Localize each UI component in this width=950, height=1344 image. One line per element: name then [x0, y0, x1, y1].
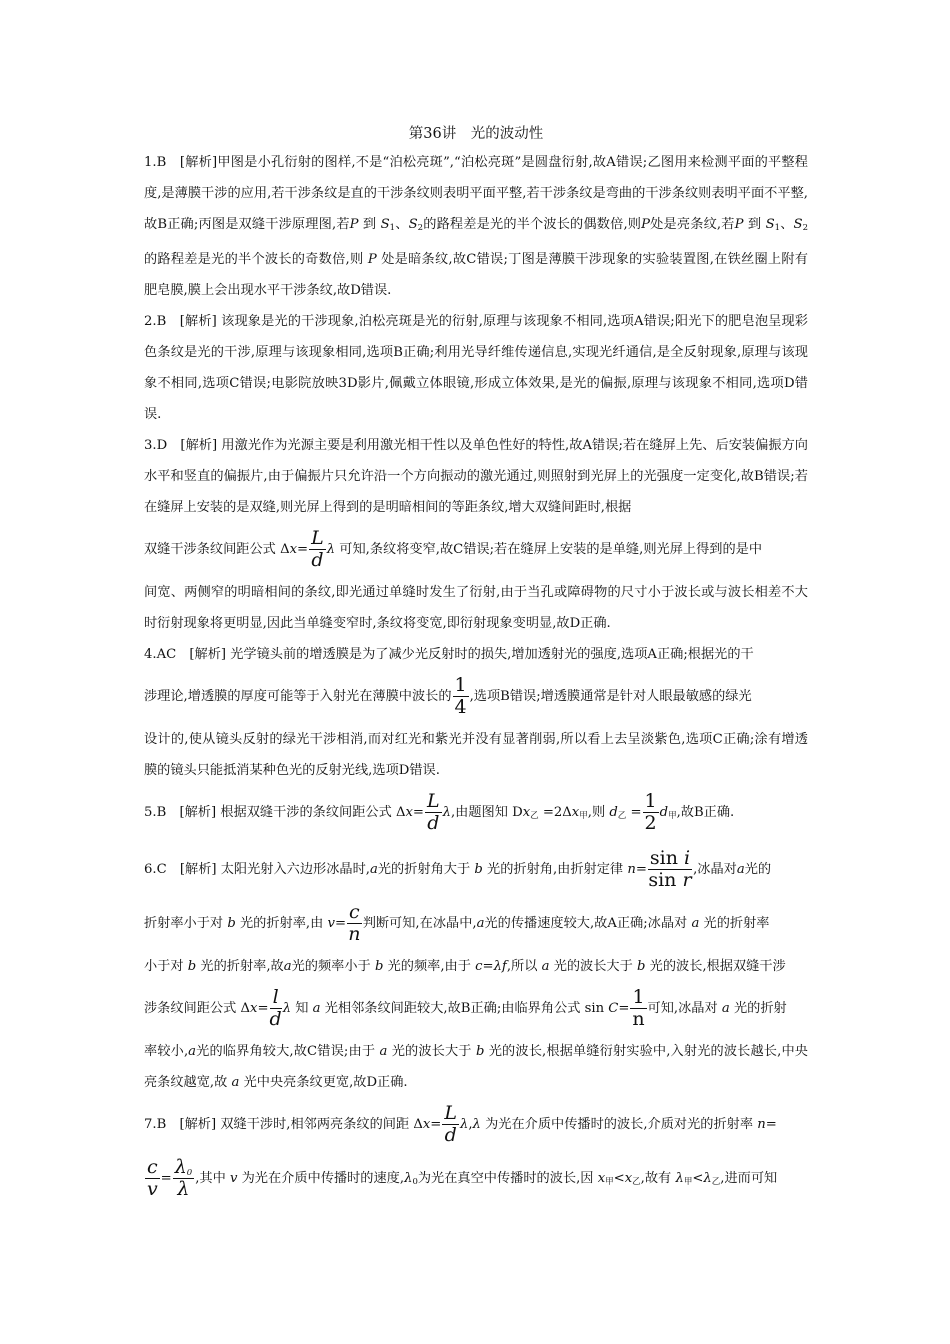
answer-3-part-3: 间宽、两侧窄的明暗相间的条纹,即光通过单缝时发生了衍射,由于当孔或障碍物的尺寸小于波长或与波长相差不大时衍射现象将更明显,因此当单缝变窄时,条纹将变宽,即衍射现象变明显,故D正确. [144, 585, 808, 631]
answer-3-part-1: 3.D [解析] 用激光作为光源主要是利用激光相干性以及单色性好的特性,故A错误;若在缝屏上先、后安装偏振方向水平和竖直的偏振片,由于偏振片只允许沿一个方向振动的激光通过,则照射到光屏上的光强度一定变化,故B错误;若在缝屏上安装的是双缝,则光屏上得到的是明暗相间的等距条纹,增大双缝间距时,根据 [144, 438, 808, 515]
answer-page [144, 122, 808, 1209]
answer-6-part-1: 6.C [解析] 太阳光射入六边形冰晶时,a光的折射角大于 b 光的折射角,由折射定律 n= $\frac{\text{sin i}}{\text{sin r}}$ ,冰晶对a光的 [144, 847, 772, 891]
answer-5: 5.B [解析] 根据双缝干涉的条纹间距公式 Δx= $\frac{L}{d}$ λ,由题图知 $Dx_乙 =2\Delta x_甲$,则 $d_乙$ = $\frac{1}{2}$ $d_甲$,故B正确. [144, 790, 735, 834]
answer-1: 1.B [解析]甲图是小孔衍射的图样,不是“泊松亮斑”,“泊松亮斑”是圆盘衍射,故A错误;乙图用来检测平面的平整程度,是薄膜干涉的应用,若干涉条纹是直的干涉条纹则表明平面平整,若干涉条纹是弯曲的干涉条纹则表明平面不平整,故B正确;丙图是双缝干涉原理图,若P 到 $S_1$、$S_2$的路程差是光的半个波长的偶数倍,则P处是亮条纹,若P 到 $S_1$、$S_2$的路程差是光的半个波长的奇数倍,则 P 处是暗条纹,故C错误;丁图是薄膜干涉现象的实验装置图,在铁丝圈上附有肥皂膜,膜上会出现水平干涉条纹,故D错误. [144, 155, 809, 298]
fraction-L-over-d: $\frac{L}{d}$ [426, 790, 440, 834]
answer-6-part-2: 折射率小于对 b 光的折射率,由 v= $\frac{c}{n}$ 判断可知,在冰晶中,a光的传播速度较大,故A正确;冰晶对 a 光的折射率 [144, 901, 770, 945]
fraction-lambda0-over-lambda: $\frac{\lambda_0}{\lambda}$ [174, 1155, 193, 1201]
fraction-sin-i-over-sin-r: $\frac{\text{sin i}}{\text{sin r}}$ [648, 847, 692, 891]
fraction-c-over-n: $\frac{c}{n}$ [348, 901, 361, 945]
fraction-one-quarter: $\frac{1}{4}$ [454, 674, 467, 718]
fraction-L-over-d: $\frac{L}{d}$ [311, 527, 324, 571]
fraction-l-over-d: $\frac{l}{d}$ [269, 986, 282, 1030]
fraction-one-over-n: $\frac{1}{n}$ [632, 986, 645, 1030]
answer-2: 2.B [解析] 该现象是光的干涉现象,泊松亮斑是光的衍射,原理与该现象不相同,选项A错误;阳光下的肥皂泡呈现彩色条纹是光的干涉,原理与该现象相同,选项B正确;利用光导纤维传递信息,实现光纤通信,是全反射现象,原理与该现象不相同,选项C错误;电影院放映3D影片,佩戴立体眼镜,形成立体效果,是光的偏振,原理与该现象不相同,选项D错误. [144, 314, 808, 422]
answer-4-part-3: 设计的,使从镜头反射的绿光干涉相消,而对红光和紫光并没有显著削弱,所以看上去呈淡紫色,选项C正确;涂有增透膜的镜头只能抵消某种色光的反射光线,选项D错误. [144, 732, 808, 778]
answer-7-part-2: $\frac{c}{v}$ = $\frac{\lambda_0}{\lambda}$ ,其中 v 为光在介质中传播时的速度$,\lambda_0$为光在真空中传播时的波长,因 $x_甲<x_乙$,故有 $\lambda_甲<\lambda_乙$,进而可知 [146, 1155, 778, 1201]
answer-6-part-3: 小于对 b 光的折射率,故a光的频率小于 b 光的频率,由于 c=λf,所以 a 光的波长大于 b 光的波长,根据双缝干涉 [144, 959, 786, 974]
fraction-one-half: $\frac{1}{2}$ [644, 790, 657, 834]
answer-6-part-5: 率较小,a光的临界角较大,故C错误;由于 a 光的波长大于 b 光的波长,根据单缝衍射实验中,入射光的波长越长,中央亮条纹越宽,故 a 光中央亮条纹更宽,故D正确. [144, 1044, 808, 1090]
fraction-c-over-v: $\frac{c}{v}$ [146, 1156, 158, 1200]
answer-7-part-1: 7.B [解析] 双缝干涉时,相邻两亮条纹的间距 Δx= $\frac{L}{d}$ λ,λ 为光在介质中传播时的波长,介质对光的折射率 n= [144, 1102, 777, 1146]
answer-4-part-1: 4.AC [解析] 光学镜头前的增透膜是为了减少光反射时的损失,增加透射光的强度,选项A正确;根据光的干 [144, 647, 754, 662]
answer-3-part-2: 双缝干涉条纹间距公式 Δx= $\frac{L}{d}$ λ 可知,条纹将变窄,故C错误;若在缝屏上安装的是单缝,则光屏上得到的是中 [144, 527, 763, 571]
answer-6-part-4: 涉条纹间距公式 Δx= $\frac{l}{d}$ λ 知 a 光相邻条纹间距较大,故B正确;由临界角公式 sin C= $\frac{1}{n}$ 可知,冰晶对 a 光的折射 [144, 986, 787, 1030]
answer-4-part-2: 涉理论,增透膜的厚度可能等于入射光在薄膜中波长的 $\frac{1}{4}$ ,选项B错误;增透膜通常是针对人眼最敏感的绿光 [144, 674, 752, 718]
fraction-L-over-d: $\frac{L}{d}$ [444, 1102, 457, 1146]
page-title: 第36讲 光的波动性 [408, 126, 544, 142]
